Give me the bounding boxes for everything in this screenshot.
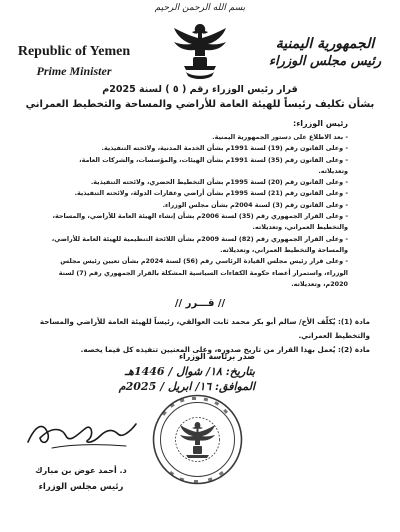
recital-item: - وعلى القرار الجمهوري رقم (35) لسنة 2006م بشأن إنشاء الهيئة العامة للأراضي، والمساحة، والتخطيط العمراني، وتعديلاته. bbox=[52, 212, 348, 232]
signer-title: رئيس مجلس الوزراء bbox=[38, 482, 124, 492]
article-item: مادة (2): يُعمل بهذا القرار من تاريخ صدوره، وعلى المعنيين تنفيذه كل فيما يخصه. bbox=[80, 345, 370, 354]
official-stamp-icon bbox=[150, 392, 245, 487]
header-english bbox=[14, 44, 134, 79]
decree-number: قرار رئيس الوزراء رقم ( ٥ ) لسنة 2025م bbox=[102, 84, 298, 95]
recital-item: - وعلى القانون رقم (21) لسنة 1995م بشأن أراضي وعقارات الدولة، ولائحته التنفيذية. bbox=[74, 189, 348, 198]
header-arabic bbox=[260, 36, 390, 69]
article-item: مادة (1): يُكلّف الأخ/ سالم أبو بكر محمد ثابت العوالقي، رئيساً للهيئة العامة للأراضي والمساحة والتخطيط العمراني. bbox=[39, 317, 370, 340]
issued-block bbox=[119, 349, 255, 394]
gregorian-date: الموافق: ١٦/ ابريل / 2025م bbox=[118, 380, 255, 393]
handwritten-signature-icon bbox=[22, 414, 142, 454]
recital-item: - وعلى القرار الجمهوري رقم (82) لسنة 2009م بشأن اللائحة التنظيمية للهيئة العامة للأراضي، والمساحة والتخطيط العمراني، وتعديلاته. bbox=[51, 234, 348, 254]
issued-line: صدر برئاسة الوزراء bbox=[178, 352, 255, 361]
recital-item: - وعلى القانون رقم (19) لسنة 1991م بشأن الخدمة المدنية، ولائحته التنفيذية. bbox=[101, 144, 348, 153]
basmala: بسم الله الرحمن الرحيم bbox=[154, 3, 246, 13]
preamble-heading: رئيس الوزراء: bbox=[293, 119, 348, 128]
recital-item: - بعد الاطلاع على دستور الجمهورية اليمنية. bbox=[212, 133, 348, 141]
recital-item: - وعلى القانون رقم (35) لسنة 1991م بشأن الهيئات، والمؤسسات، والشركات العامة، وتعديلاته. bbox=[79, 155, 348, 175]
recital-item: - وعلى قرار رئيس مجلس القيادة الرئاسي رقم (56) لسنة 2024م بشأن تعيين رئيس مجلس الوزراء، واستمرار أعضاء حكومة الكفاءات السياسية المشكلة بالقرار الجمهوري رقم (7) لسنة 2020م، وتعديلاته. bbox=[58, 257, 348, 288]
recital-item: - وعلى القانون رقم (3) لسنة 2004م بشأن مجلس الوزراء. bbox=[162, 200, 348, 209]
office-name-ar: رئيس مجلس الوزراء bbox=[268, 54, 382, 69]
country-name-ar: الجمهورية اليمنية bbox=[275, 36, 375, 52]
hijri-date: بتاريخ: ١٨/ شوال / 1446هـ bbox=[124, 365, 255, 378]
decree-title: بشأن تكليف رئيساً للهيئة العامة للأراضي والمساحة والتخطيط العمراني bbox=[25, 99, 375, 110]
eagle-emblem-icon bbox=[168, 20, 232, 82]
recital-item: - وعلى القانون رقم (20) لسنة 1995م بشأن التخطيط الحضري، ولائحته التنفيذية. bbox=[90, 178, 348, 187]
signer-name: د. أحمد عوض بن مبارك bbox=[35, 466, 127, 475]
recitals-list bbox=[48, 132, 348, 290]
country-name-en: Republic of Yemen bbox=[17, 44, 131, 59]
decides-heading: // قـــرر // bbox=[174, 298, 226, 309]
office-name-en: Prime Minister bbox=[36, 64, 112, 78]
